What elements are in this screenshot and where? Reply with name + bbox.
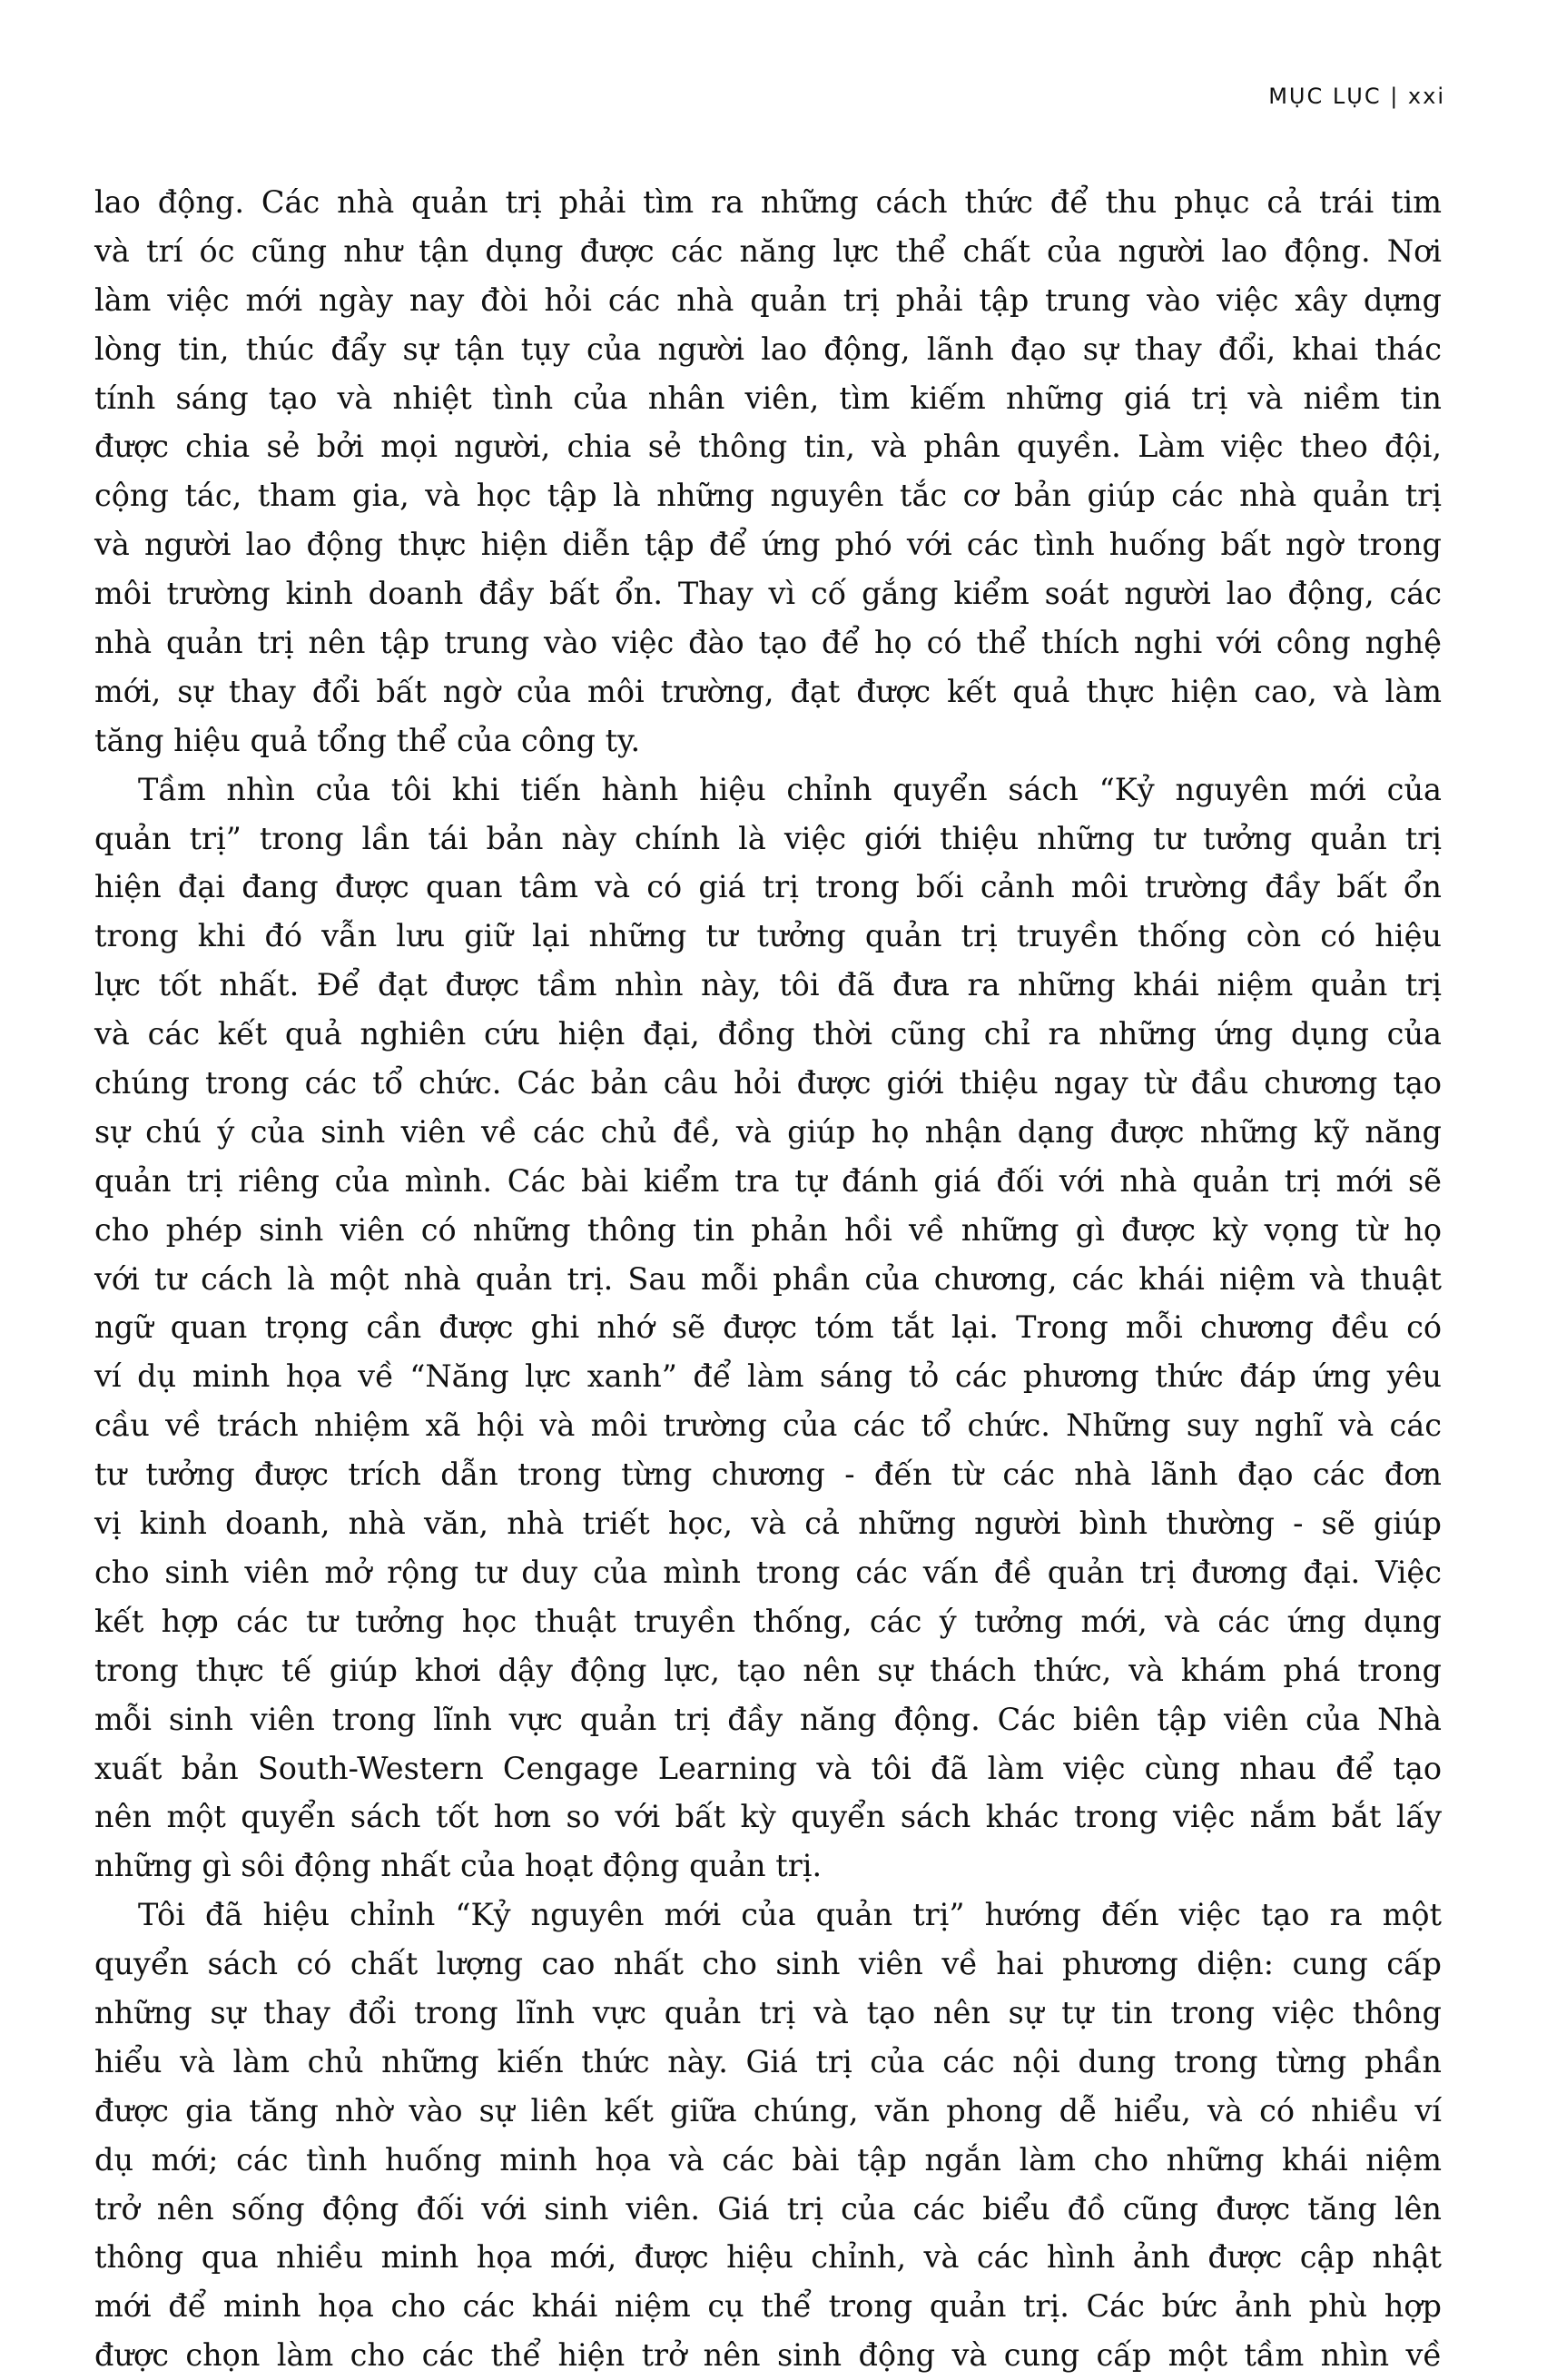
body-text: [94, 178, 1442, 2380]
paragraph-2-line: lực tốt nhất. Để đạt được tầm nhìn này, tôi đã đưa ra những khái niệm quản trị: [94, 967, 1442, 1003]
paragraph-1-line: và trí óc cũng như tận dụng được các năng lực thể chất của người lao động. Nơi: [94, 232, 1442, 269]
paragraph-2-line: chúng trong các tổ chức. Các bản câu hỏi được giới thiệu ngay từ đầu chương tạo: [94, 1065, 1442, 1101]
paragraph-1-line: được chia sẻ bởi mọi người, chia sẻ thông tin, và phân quyền. Làm việc theo đội,: [94, 429, 1442, 465]
paragraph-2-line: trong thực tế giúp khơi dậy động lực, tạo nên sự thách thức, và khám phá trong: [94, 1652, 1442, 1688]
paragraph-3-line: được chọn làm cho các thể hiện trở nên sinh động và cung cấp một tầm nhìn về: [94, 2337, 1442, 2374]
paragraph-1-line: môi trường kinh doanh đầy bất ổn. Thay vì cố gắng kiểm soát người lao động, các: [94, 576, 1442, 612]
paragraph-2-line: sự chú ý của sinh viên về các chủ đề, và giúp họ nhận dạng được những kỹ năng: [94, 1113, 1442, 1150]
paragraph-3-line: những sự thay đổi trong lĩnh vực quản trị và tạo nên sự tự tin trong việc thông: [94, 1994, 1442, 2030]
paragraph-1-line: mới, sự thay đổi bất ngờ của môi trường, đạt được kết quả thực hiện cao, và làm: [94, 673, 1442, 709]
paragraph-1-line: tăng hiệu quả tổng thể của công ty.: [94, 722, 641, 758]
paragraph-1-line: làm việc mới ngày nay đòi hỏi các nhà quản trị phải tập trung vào việc xây dựng: [94, 281, 1442, 318]
paragraph-2-line: cho phép sinh viên có những thông tin phản hồi về những gì được kỳ vọng từ họ: [94, 1211, 1442, 1248]
paragraph-2-line: tư tưởng được trích dẫn trong từng chương - đến từ các nhà lãnh đạo các đơn: [94, 1457, 1442, 1493]
paragraph-2-line: với tư cách là một nhà quản trị. Sau mỗi phần của chương, các khái niệm và thuật: [94, 1260, 1442, 1297]
paragraph-2-line: mỗi sinh viên trong lĩnh vực quản trị đầy năng động. Các biên tập viên của Nhà: [94, 1701, 1442, 1737]
paragraph-2-line: xuất bản South-Western Cengage Learning và tôi đã làm việc cùng nhau để tạo: [94, 1750, 1442, 1786]
paragraph-2-line: và các kết quả nghiên cứu hiện đại, đồng thời cũng chỉ ra những ứng dụng của: [94, 1016, 1442, 1052]
paragraph-3-line: Tôi đã hiệu chỉnh “Kỷ nguyên mới của quản trị” hướng đến việc tạo ra một: [138, 1897, 1442, 1933]
paragraph-2-line: Tầm nhìn của tôi khi tiến hành hiệu chỉnh quyển sách “Kỷ nguyên mới của: [138, 771, 1442, 807]
paragraph-2-line: ngữ quan trọng cần được ghi nhớ sẽ được tóm tắt lại. Trong mỗi chương đều có: [94, 1309, 1442, 1346]
paragraph-2-line: vị kinh doanh, nhà văn, nhà triết học, và cả những người bình thường - sẽ giúp: [94, 1506, 1442, 1542]
running-head: MỤC LỤC | xxi: [1268, 84, 1445, 109]
paragraph-2-line: những gì sôi động nhất của hoạt động quản trị.: [94, 1848, 823, 1884]
paragraph-3-line: quyển sách có chất lượng cao nhất cho sinh viên về hai phương diện: cung cấp: [94, 1946, 1442, 1982]
paragraph-1-line: lao động. Các nhà quản trị phải tìm ra những cách thức để thu phục cả trái tim: [94, 184, 1442, 220]
paragraph-1-line: và người lao động thực hiện diễn tập để ứng phó với các tình huống bất ngờ trong: [94, 527, 1442, 563]
paragraph-2-line: quản trị riêng của mình. Các bài kiểm tra tự đánh giá đối với nhà quản trị mới sẽ: [94, 1162, 1442, 1199]
paragraph-2-line: nên một quyển sách tốt hơn so với bất kỳ quyển sách khác trong việc nắm bắt lấy: [94, 1799, 1442, 1835]
paragraph-3-line: được gia tăng nhờ vào sự liên kết giữa chúng, văn phong dễ hiểu, và có nhiều ví: [94, 2092, 1442, 2128]
paragraph-2-line: quản trị” trong lần tái bản này chính là việc giới thiệu những tư tưởng quản trị: [94, 820, 1442, 856]
paragraph-2-line: trong khi đó vẫn lưu giữ lại những tư tưởng quản trị truyền thống còn có hiệu: [94, 918, 1442, 954]
paragraph-1-line: lòng tin, thúc đẩy sự tận tụy của người lao động, lãnh đạo sự thay đổi, khai thác: [94, 331, 1442, 367]
paragraph-3-line: hiểu và làm chủ những kiến thức này. Giá trị của các nội dung trong từng phần: [94, 2043, 1442, 2079]
paragraph-3-line: thông qua nhiều minh họa mới, được hiệu chỉnh, và các hình ảnh được cập nhật: [94, 2239, 1442, 2276]
paragraph-3-line: mới để minh họa cho các khái niệm cụ thể trong quản trị. Các bức ảnh phù hợp: [94, 2288, 1442, 2325]
paragraph-2-line: cầu về trách nhiệm xã hội và môi trường của các tổ chức. Những suy nghĩ và các: [94, 1407, 1442, 1444]
paragraph-3-line: trở nên sống động đối với sinh viên. Giá trị của các biểu đồ cũng được tăng lên: [94, 2190, 1442, 2227]
paragraph-3-line: dụ mới; các tình huống minh họa và các bài tập ngắn làm cho những khái niệm: [94, 2141, 1442, 2178]
paragraph-2-line: kết hợp các tư tưởng học thuật truyền thống, các ý tưởng mới, và các ứng dụng: [94, 1603, 1442, 1639]
paragraph-2-line: hiện đại đang được quan tâm và có giá trị trong bối cảnh môi trường đầy bất ổn: [94, 869, 1442, 905]
paragraph-2-line: ví dụ minh họa về “Năng lực xanh” để làm sáng tỏ các phương thức đáp ứng yêu: [94, 1358, 1442, 1395]
paragraph-2-line: cho sinh viên mở rộng tư duy của mình trong các vấn đề quản trị đương đại. Việc: [94, 1554, 1442, 1590]
paragraph-1-line: tính sáng tạo và nhiệt tình của nhân viên, tìm kiếm những giá trị và niềm tin: [94, 380, 1442, 416]
paragraph-1-line: cộng tác, tham gia, và học tập là những nguyên tắc cơ bản giúp các nhà quản trị: [94, 478, 1442, 514]
paragraph-1-line: nhà quản trị nên tập trung vào việc đào tạo để họ có thể thích nghi với công nghệ: [94, 625, 1442, 661]
